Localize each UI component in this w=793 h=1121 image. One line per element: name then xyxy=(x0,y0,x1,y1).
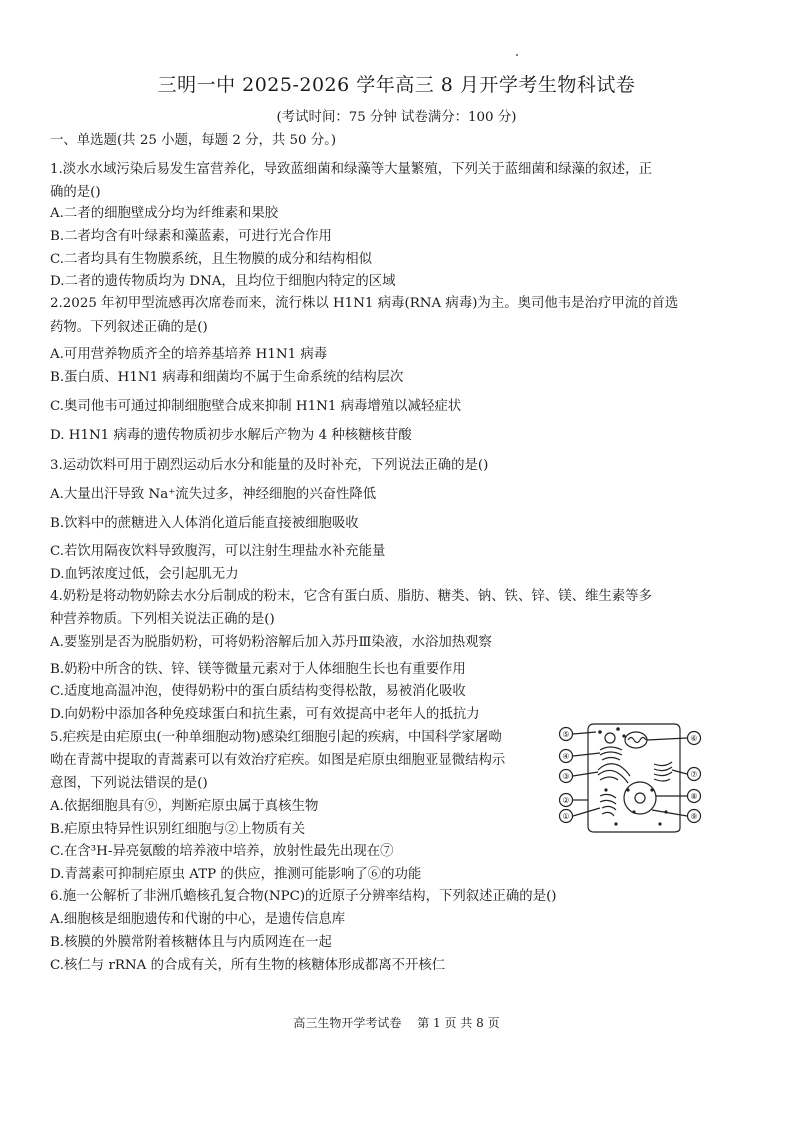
section-heading: 一、单选题(共 25 小题，每题 2 分，共 50 分。) xyxy=(50,133,337,148)
ribosome xyxy=(615,823,617,825)
q5-stem-cont: 呦在青蒿中提取的青蒿素可以有效治疗疟疾。如图是疟原虫细胞亚显微结构示 xyxy=(50,753,506,768)
q5-option-a: A.依据细胞具有⑨，判断疟原虫属于真核生物 xyxy=(50,799,319,814)
q3-option-b: B.饮料中的蔗糖进入人体消化道后能直接被细胞吸收 xyxy=(50,516,359,531)
vesicle-small xyxy=(599,731,601,733)
label-4: ④ xyxy=(562,752,570,761)
q2-option-d: D. H1N1 病毒的遗传物质初步水解后产物为 4 种核糖核苷酸 xyxy=(50,428,412,443)
q1-option-c: C.二者均具有生物膜系统，且生物膜的成分和结构相似 xyxy=(50,252,373,267)
nucleolus xyxy=(635,793,645,803)
q1-option-b: B.二者均含有叶绿素和藻蓝素，可进行光合作用 xyxy=(50,229,332,244)
q1-option-d: D.二者的遗传物质均为 DNA，且均位于细胞内特定的区域 xyxy=(50,274,396,289)
q4-option-b: B.奶粉中所含的铁、锌、镁等微量元素对于人体细胞生长也有重要作用 xyxy=(50,662,466,677)
vesicle xyxy=(605,733,615,743)
q6-option-c: C.核仁与 rRNA 的合成有关，所有生物的核糖体形成都离不开核仁 xyxy=(50,958,446,973)
q2-option-a: A.可用营养物质齐全的培养基培养 H1N1 病毒 xyxy=(50,347,328,362)
q1-stem: 1.淡水水域污染后易发生富营养化，导致蓝细菌和绿藻等大量繁殖，下列关于蓝细菌和绿藻的叙述，正 xyxy=(50,162,652,177)
page-footer: 高三生物开学考试卷 第 1 页 共 8 页 xyxy=(293,1016,500,1030)
nucleus xyxy=(624,782,656,814)
mitochondrion-cristae xyxy=(628,738,646,743)
leader-line xyxy=(573,753,600,756)
label-7: ⑦ xyxy=(690,770,698,779)
label-2: ② xyxy=(562,796,570,805)
nuclear-pore xyxy=(627,789,629,791)
exam-subtitle: (考试时间：75 分钟 试卷满分：100 分) xyxy=(276,110,517,125)
leader-line xyxy=(573,808,600,816)
vesicle-small xyxy=(617,728,619,730)
label-5: ⑤ xyxy=(562,730,570,739)
q4-stem: 4.奶粉是将动物奶除去水分后制成的粉末，它含有蛋白质、脂肪、糖类、钠、铁、锌、镁、维生素等多 xyxy=(50,589,652,604)
q5-option-c: C.在含³H-异亮氨酸的培养液中培养，放射性最先出现在⑦ xyxy=(50,844,394,859)
q5-option-b: B.疟原虫特异性识别红细胞与②上物质有关 xyxy=(50,822,306,837)
q4-option-d: D.向奶粉中添加各种免疫球蛋白和抗生素，可有效提高中老年人的抵抗力 xyxy=(50,707,480,722)
q3-option-d: D.血钙浓度过低，会引起肌无力 xyxy=(50,567,239,582)
q5-stem-cont2: 意图，下列说法错误的是() xyxy=(50,776,208,791)
q2-option-b: B.蛋白质、H1N1 病毒和细菌均不属于生命系统的结构层次 xyxy=(50,370,404,385)
vesicle-small xyxy=(623,735,625,737)
q3-option-c: C.若饮用隔夜饮料导致腹泻，可以注射生理盐水补充能量 xyxy=(50,544,386,559)
q3-stem: 3.运动饮料可用于剧烈运动后水分和能量的及时补充，下列说法正确的是() xyxy=(50,458,489,473)
q4-option-c: C.适度地高温冲泡，使得奶粉中的蛋白质结构变得松散，易被消化吸收 xyxy=(50,684,466,699)
nuclear-pore xyxy=(651,789,653,791)
q3-option-a: A.大量出汗导致 Na⁺流失过多，神经细胞的兴奋性降低 xyxy=(50,487,377,502)
label-3: ③ xyxy=(562,772,570,781)
label-1: ① xyxy=(562,812,570,821)
q2-option-c: C.奥司他韦可通过抑制细胞壁合成来抑制 H1N1 病毒增殖以减轻症状 xyxy=(50,399,462,414)
golgi-stack xyxy=(600,747,622,760)
exam-title: 三明一中 2025-2026 学年高三 8 月开学考生物科试卷 xyxy=(157,74,636,96)
q4-option-a: A.要鉴别是否为脱脂奶粉，可将奶粉溶解后加入苏丹Ⅲ染液，水浴加热观察 xyxy=(50,635,492,650)
q5-option-d: D.青蒿素可抑制疟原虫 ATP 的供应，推测可能影响了⑥的功能 xyxy=(50,867,422,882)
golgi-apparatus xyxy=(654,762,672,781)
q2-stem: 2.2025 年初甲型流感再次席卷而来，流行株以 H1N1 病毒(RNA 病毒)为主。奥司他韦是治疗甲流的首选 xyxy=(50,296,679,311)
q1-stem-cont: 确的是() xyxy=(50,185,101,200)
label-9: ⑨ xyxy=(690,812,698,821)
q6-stem: 6.施一公解析了非洲爪蟾核孔复合物(NPC)的近原子分辨率结构，下列叙述正确的是() xyxy=(50,889,557,904)
q5-stem: 5.疟疾是由疟原虫(一种单细胞动物)感染红细胞引起的疾病，中国科学家屠呦 xyxy=(50,730,502,745)
leader-line xyxy=(652,810,687,816)
q2-stem-cont: 药物。下列叙述正确的是() xyxy=(50,320,208,335)
label-6: ⑥ xyxy=(690,734,698,743)
label-8: ⑧ xyxy=(690,792,698,801)
leader-line xyxy=(573,772,598,776)
bottom-er xyxy=(600,794,616,816)
q4-stem-cont: 种营养物质。下列相关说法正确的是() xyxy=(50,612,275,627)
leader-line xyxy=(647,738,687,740)
leader-line xyxy=(573,732,596,734)
ribosome xyxy=(605,789,607,791)
speck xyxy=(516,54,518,56)
plasmodium-cell-diagram xyxy=(556,720,704,835)
endoplasmic-reticulum xyxy=(598,764,630,783)
q6-option-a: A.细胞核是细胞遗传和代谢的中心，是遗传信息库 xyxy=(50,912,346,927)
q6-option-b: B.核膜的外膜常附着核糖体且与内质网连在一起 xyxy=(50,935,332,950)
q1-option-a: A.二者的细胞壁成分均为纤维素和果胶 xyxy=(50,206,279,221)
nuclear-pore xyxy=(633,811,635,813)
ribosome xyxy=(659,823,661,825)
